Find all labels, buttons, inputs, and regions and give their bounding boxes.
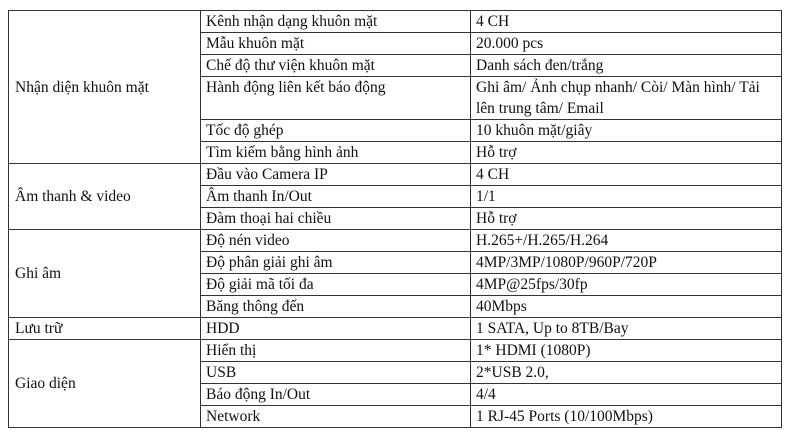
spec-value: 4/4 <box>471 384 782 406</box>
spec-value: Hỗ trợ <box>471 142 782 164</box>
spec-key: Tốc độ ghép <box>201 120 471 142</box>
spec-key: Âm thanh In/Out <box>201 186 471 208</box>
spec-key: HDD <box>201 318 471 340</box>
spec-value: Hỗ trợ <box>471 208 782 230</box>
spec-value: 1 SATA, Up to 8TB/Bay <box>471 318 782 340</box>
spec-value: 1/1 <box>471 186 782 208</box>
table-row <box>9 164 782 186</box>
spec-value: 1 RJ-45 Ports (10/100Mbps) <box>471 406 782 428</box>
spec-value: 4MP/3MP/1080P/960P/720P <box>471 252 782 274</box>
table-row <box>9 11 782 33</box>
spec-table <box>8 10 782 428</box>
spec-key: Độ giải mã tối đa <box>201 274 471 296</box>
table-row <box>9 230 782 252</box>
spec-key: Tìm kiếm bằng hình ảnh <box>201 142 471 164</box>
table-row <box>9 318 782 340</box>
spec-key: Chế độ thư viện khuôn mặt <box>201 55 471 77</box>
spec-value: 10 khuôn mặt/giây <box>471 120 782 142</box>
spec-key: Hành động liên kết báo động <box>201 77 471 120</box>
group-label-storage: Lưu trữ <box>9 318 201 340</box>
spec-key: Báo động In/Out <box>201 384 471 406</box>
spec-key: Độ phân giải ghi âm <box>201 252 471 274</box>
spec-key: Đầu vào Camera IP <box>201 164 471 186</box>
spec-key: USB <box>201 362 471 384</box>
spec-value: 2*USB 2.0, <box>471 362 782 384</box>
spec-value: Danh sách đen/trắng <box>471 55 782 77</box>
spec-key: Kênh nhận dạng khuôn mặt <box>201 11 471 33</box>
spec-value: H.265+/H.265/H.264 <box>471 230 782 252</box>
spec-value: 4 CH <box>471 11 782 33</box>
spec-value: 20.000 pcs <box>471 33 782 55</box>
spec-key: Mẫu khuôn mặt <box>201 33 471 55</box>
group-label-interface: Giao diện <box>9 340 201 428</box>
spec-key: Độ nén video <box>201 230 471 252</box>
spec-value: 40Mbps <box>471 296 782 318</box>
group-label-face-recognition: Nhận diện khuôn mặt <box>9 11 201 164</box>
spec-key: Hiển thị <box>201 340 471 362</box>
spec-value: Ghi âm/ Ảnh chụp nhanh/ Còi/ Màn hình/ Tải lên trung tâm/ Email <box>471 77 782 120</box>
spec-value: 1* HDMI (1080P) <box>471 340 782 362</box>
group-label-recording: Ghi âm <box>9 230 201 318</box>
spec-key: Network <box>201 406 471 428</box>
group-label-audio-video: Âm thanh & video <box>9 164 201 230</box>
spec-key: Đàm thoại hai chiều <box>201 208 471 230</box>
spec-value: 4 CH <box>471 164 782 186</box>
spec-value: 4MP@25fps/30fp <box>471 274 782 296</box>
table-row <box>9 340 782 362</box>
spec-key: Băng thông đến <box>201 296 471 318</box>
